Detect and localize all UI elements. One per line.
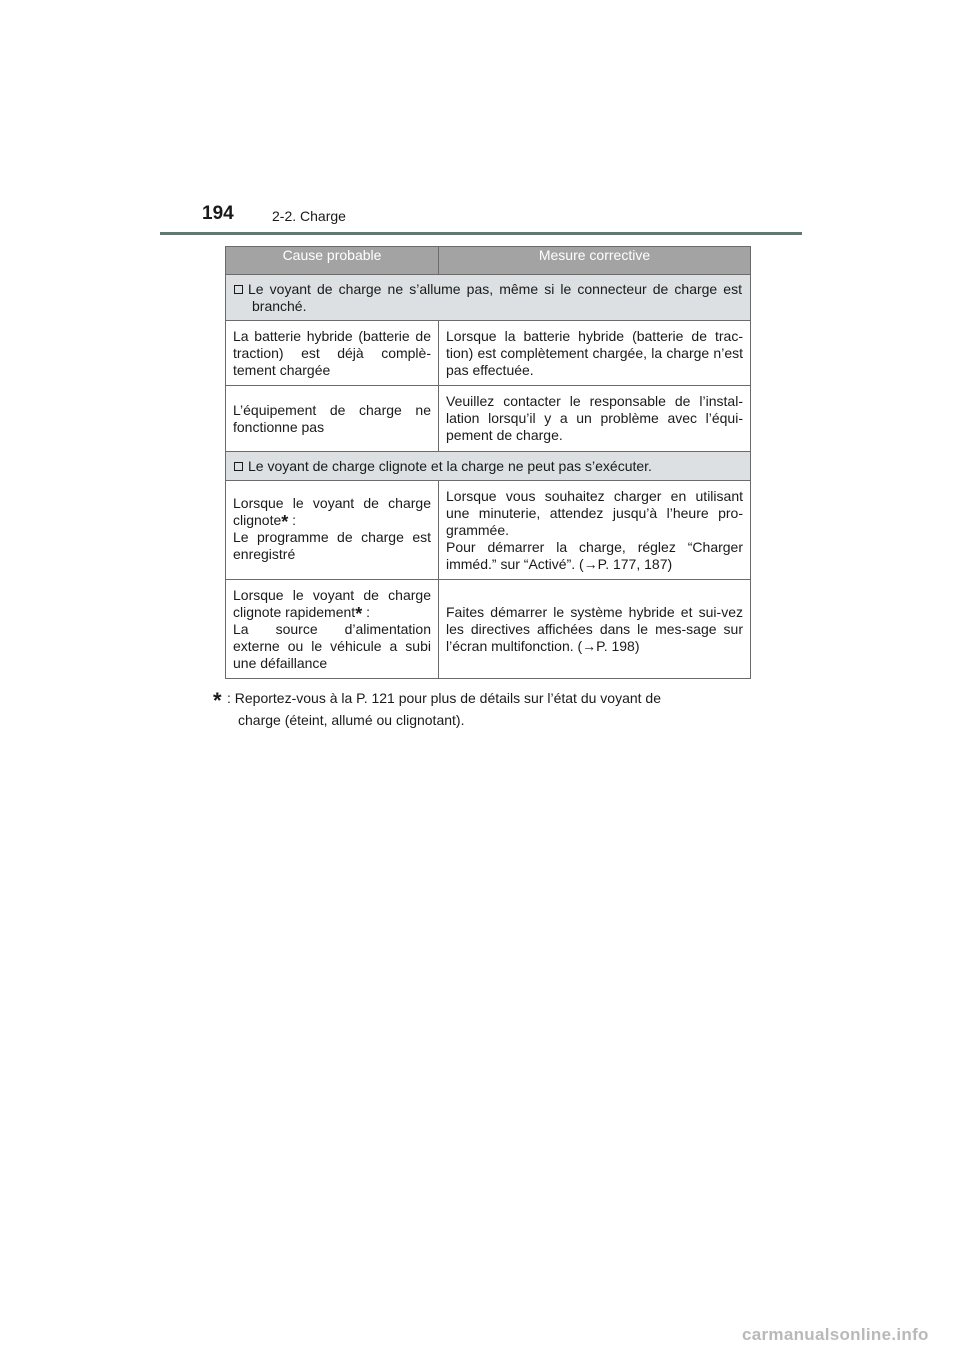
- group-heading-text-wrap: [234, 281, 742, 315]
- checkbox-icon: [234, 462, 243, 471]
- asterisk-icon: *: [355, 604, 363, 624]
- troubleshooting-table: [225, 246, 751, 679]
- footnote: [213, 687, 745, 731]
- measure-cell: Veuillez contacter le responsable de l’instal-lation lorsqu’il y a un problème avec l’équi-pement de charge.: [439, 386, 751, 452]
- asterisk-icon: *: [281, 512, 289, 532]
- cause-text: Lorsque le voyant de charge clignote rapidement: [233, 587, 431, 620]
- table-row: [226, 580, 751, 679]
- cause-cell: L’équipement de charge ne fonctionne pas: [226, 386, 439, 452]
- footnote-text: : Reportez-vous à la P. 121 pour plus de détails sur l’état du voyant de: [227, 690, 662, 706]
- group-heading-row: [226, 275, 751, 321]
- cause-cell: [226, 580, 439, 679]
- measure-cell: [439, 481, 751, 580]
- group-heading-text-wrap: [234, 458, 742, 475]
- footnote-text-continued: charge (éteint, allumé ou clignotant).: [238, 712, 465, 728]
- table-row: [226, 386, 751, 452]
- measure-cell: Lorsque la batterie hybride (batterie de trac-tion) est complètement chargée, la charge n’est pas effectuée.: [439, 321, 751, 386]
- footnote-asterisk-icon: *: [213, 688, 222, 713]
- cause-text: Lorsque le voyant de charge clignote: [233, 495, 431, 528]
- header-rule: [160, 232, 802, 235]
- measure-cell: Faites démarrer le système hybride et sui-vez les directives affichées dans le mes-sage sur l’écran multifonction. (→P. 198): [439, 580, 751, 679]
- cause-cell: [226, 481, 439, 580]
- cause-detail: La source d’alimentation externe ou le véhicule a subi une défaillance: [233, 621, 431, 671]
- group-heading-row: [226, 452, 751, 481]
- cause-text-suffix: :: [362, 604, 370, 620]
- checkbox-icon: [234, 285, 243, 294]
- measure-text: Pour démarrer la charge, réglez “Charger imméd.” sur “Activé”. (→P. 177, 187): [446, 539, 743, 572]
- group-heading: [226, 275, 751, 321]
- group-heading-text: Le voyant de charge ne s’allume pas, même si le connecteur de charge est branché.: [248, 281, 742, 314]
- cause-detail: Le programme de charge est enregistré: [233, 529, 431, 562]
- page-number: 194: [202, 203, 234, 224]
- cause-text-suffix: :: [288, 512, 297, 528]
- section-title: 2-2. Charge: [272, 208, 346, 224]
- group-heading-text: Le voyant de charge clignote et la charge ne peut pas s’exécuter.: [248, 458, 652, 474]
- table-row: [226, 321, 751, 386]
- cause-cell: La batterie hybride (batterie de traction) est déjà complè-tement chargée: [226, 321, 439, 386]
- watermark: carmanualsonline.info: [742, 1325, 929, 1344]
- group-heading: [226, 452, 751, 481]
- table-header-row: [226, 247, 751, 275]
- table-row: [226, 481, 751, 580]
- column-header-measure: Mesure corrective: [439, 247, 751, 275]
- column-header-cause: Cause probable: [226, 247, 439, 275]
- measure-text: Lorsque vous souhaitez charger en utilisant une minuterie, attendez jusqu’à l’heure pro-grammée.: [446, 488, 743, 538]
